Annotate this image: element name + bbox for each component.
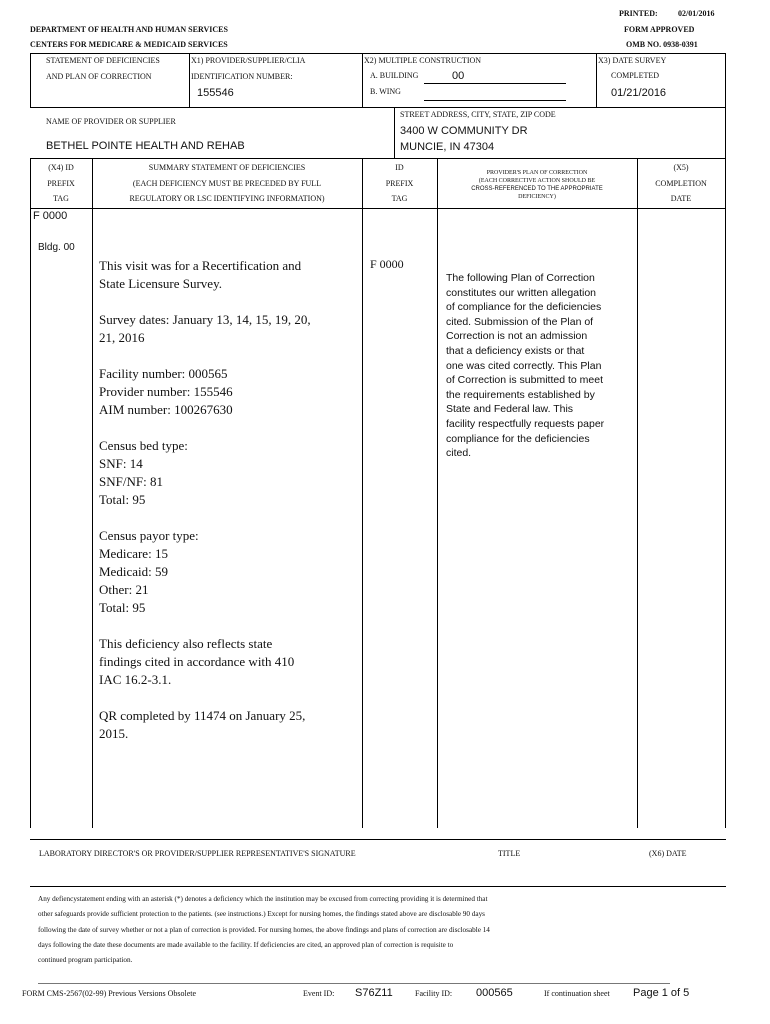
summary-line	[99, 293, 359, 311]
summary-line	[99, 419, 359, 437]
x5-label-3: DATE	[670, 194, 692, 203]
facility-id-label: Facility ID:	[415, 989, 453, 998]
continuation-label: If continuation sheet	[544, 989, 610, 998]
poc-line: that a deficiency exists or that	[446, 344, 585, 357]
id-label-2: PREFIX	[385, 179, 414, 188]
x1-label-2: IDENTIFICATION NUMBER:	[191, 72, 293, 81]
x1-label-1: X1) PROVIDER/SUPPLIER/CLIA	[191, 56, 306, 65]
provider-name-label: NAME OF PROVIDER OR SUPPLIER	[46, 117, 176, 126]
summary-line: Census bed type:	[99, 438, 188, 453]
right-tag: F 0000	[370, 257, 404, 271]
address-line-2: MUNCIE, IN 47304	[400, 141, 495, 153]
left-tag: F 0000	[33, 210, 68, 222]
facility-id-value: 000565	[476, 987, 513, 999]
summary-line: This visit was for a Recertification and	[99, 258, 302, 273]
poc-line: cited. Submission of the Plan of	[446, 315, 594, 328]
divider	[596, 53, 597, 107]
poc-line: compliance for the deficiencies	[446, 432, 590, 445]
x3-label-2: COMPLETED	[611, 71, 659, 80]
x4-label-1: (X4) ID	[48, 163, 74, 172]
provider-id-value: 155546	[197, 87, 234, 99]
provider-row-right-border	[725, 107, 726, 158]
poc-line: State and Federal law. This	[446, 403, 574, 416]
poc-label-1: PROVIDER'S PLAN OF CORRECTION	[486, 170, 588, 176]
x4-label-3: TAG	[53, 194, 69, 203]
summary-label-1: SUMMARY STATEMENT OF DEFICIENCIES	[148, 163, 306, 172]
summary-line: findings cited in accordance with 410	[99, 654, 295, 669]
top-row-right-border	[725, 53, 726, 107]
summary-line: Medicaid: 59	[99, 564, 168, 579]
divider	[362, 158, 363, 828]
poc-line: one was cited correctly. This Plan	[446, 359, 602, 372]
printed-label: PRINTED:	[619, 9, 658, 18]
disclaimer-line: Any defiencystatement ending with an asterisk (*) denotes a deficiency which the institution may be excused from correcting providing it is determined that	[38, 895, 488, 903]
poc-line: of compliance for the deficiencies	[446, 301, 602, 314]
summary-line	[99, 617, 359, 635]
building-tag: Bldg. 00	[38, 242, 75, 253]
summary-line	[99, 509, 359, 527]
poc-line: of Correction is submitted to meet	[446, 374, 603, 387]
summary-line: Census payor type:	[99, 528, 199, 543]
divider	[637, 158, 638, 828]
summary-label-3: REGULATORY OR LSC IDENTIFYING INFORMATION)	[129, 194, 325, 203]
divider	[437, 158, 438, 828]
footer-rule	[38, 983, 670, 984]
poc-line: constitutes our written allegation	[446, 286, 596, 299]
centers-title: CENTERS FOR MEDICARE & MEDICAID SERVICES	[30, 40, 228, 49]
table-right-border	[725, 158, 726, 828]
address-line-1: 3400 W COMMUNITY DR	[400, 125, 528, 137]
x2-wing-label: B. WING	[370, 87, 401, 96]
building-underline	[424, 83, 566, 84]
x6-date-label: (X6) DATE	[649, 849, 687, 858]
poc-label-2: (EACH CORRECTIVE ACTION SHOULD BE	[478, 178, 596, 184]
poc-line: the requirements established by	[446, 388, 595, 401]
summary-line: QR completed by 11474 on January 25,	[99, 708, 306, 723]
divider	[362, 53, 363, 107]
summary-line: Facility number: 000565	[99, 366, 228, 381]
x2-building-label: A. BUILDING	[370, 71, 419, 80]
x4-label-2: PREFIX	[47, 179, 75, 188]
summary-line: IAC 16.2-3.1.	[99, 672, 172, 687]
disclaimer	[38, 892, 718, 968]
disclaimer-line: continued program participation.	[38, 956, 133, 965]
department-title: DEPARTMENT OF HEALTH AND HUMAN SERVICES	[30, 25, 228, 34]
signature-top-border	[30, 839, 726, 840]
statement-label-1: STATEMENT OF DEFICIENCIES	[46, 56, 160, 65]
summary-line: Total: 95	[99, 492, 146, 507]
signature-bottom-border	[30, 886, 726, 887]
x2-title: X2) MULTIPLE CONSTRUCTION	[364, 56, 482, 65]
poc-line: facility respectfully requests paper	[446, 417, 605, 430]
address-label: STREET ADDRESS, CITY, STATE, ZIP CODE	[400, 110, 556, 119]
printed-date: 02/01/2016	[678, 9, 715, 18]
top-row-left-border	[30, 53, 31, 107]
summary-line	[99, 347, 359, 365]
top-row-top-border	[30, 53, 726, 54]
summary-line: SNF/NF: 81	[99, 474, 163, 489]
omb-number: OMB NO. 0938-0391	[626, 40, 698, 49]
summary-line: 21, 2016	[99, 330, 145, 345]
wing-underline	[424, 100, 566, 101]
signature-label: LABORATORY DIRECTOR'S OR PROVIDER/SUPPLIER REPRESENTATIVE'S SIGNATURE	[39, 849, 356, 858]
page-number: Page 1 of 5	[633, 987, 690, 999]
x3-label-1: X3) DATE SURVEY	[598, 56, 667, 65]
event-id-value: S76Z11	[355, 987, 393, 999]
id-label-1: ID	[395, 163, 404, 172]
poc-label-3: CROSS-REFERENCED TO THE APPROPRIATE	[471, 186, 603, 192]
x5-label-1: (X5)	[673, 163, 689, 172]
survey-date-value: 01/21/2016	[611, 87, 667, 99]
poc-line: Correction is not an admission	[446, 330, 588, 343]
title-label: TITLE	[498, 849, 521, 858]
summary-line: This deficiency also reflects state	[99, 636, 273, 651]
column-header-bottom-border	[30, 208, 726, 209]
x2-building-value: 00	[452, 70, 465, 82]
form-id: FORM CMS-2567(02-99) Previous Versions Obsolete	[22, 989, 197, 998]
disclaimer-line: other safeguards provide sufficient protection to the patients. (see instructions.) Except for nursing homes, the findings stated above are disclosable 90 days	[38, 910, 485, 919]
form-approved: FORM APPROVED	[624, 25, 695, 34]
summary-line: SNF: 14	[99, 456, 143, 471]
poc-label-4: DEFICIENCY)	[518, 194, 556, 200]
plan-of-correction	[446, 271, 632, 461]
table-left-border	[30, 158, 31, 828]
divider	[394, 107, 395, 158]
summary-statement	[99, 257, 359, 743]
summary-line: Survey dates: January 13, 14, 15, 19, 20,	[99, 312, 311, 327]
divider	[92, 158, 93, 828]
top-row-bottom-border	[30, 107, 726, 108]
disclaimer-line: days following the date these documents are made available to the facility. If deficiencies are cited, an approved plan of correction is requisite to	[38, 940, 454, 949]
summary-label-2: (EACH DEFICIENCY MUST BE PRECEDED BY FULL	[132, 179, 322, 188]
x5-label-2: COMPLETION	[655, 179, 707, 188]
summary-line: AIM number: 100267630	[99, 402, 233, 417]
poc-line: The following Plan of Correction	[446, 272, 595, 284]
summary-line	[99, 689, 359, 707]
provider-row-bottom-border	[30, 158, 726, 159]
summary-line: 2015.	[99, 726, 129, 741]
poc-line: cited.	[446, 447, 472, 460]
summary-line: Medicare: 15	[99, 546, 168, 561]
divider	[189, 53, 190, 107]
disclaimer-line: following the date of survey whether or not a plan of correction is provided. For nursing homes, the above findings and plans of correction are disclosable 14	[38, 925, 490, 934]
event-id-label: Event ID:	[303, 989, 335, 998]
id-label-3: TAG	[391, 194, 408, 203]
summary-line: State Licensure Survey.	[99, 276, 222, 291]
summary-line: Other: 21	[99, 582, 149, 597]
provider-name-value: BETHEL POINTE HEALTH AND REHAB	[46, 140, 245, 152]
summary-line: Total: 95	[99, 600, 146, 615]
summary-line: Provider number: 155546	[99, 384, 233, 399]
statement-label-2: AND PLAN OF CORRECTION	[46, 72, 152, 81]
